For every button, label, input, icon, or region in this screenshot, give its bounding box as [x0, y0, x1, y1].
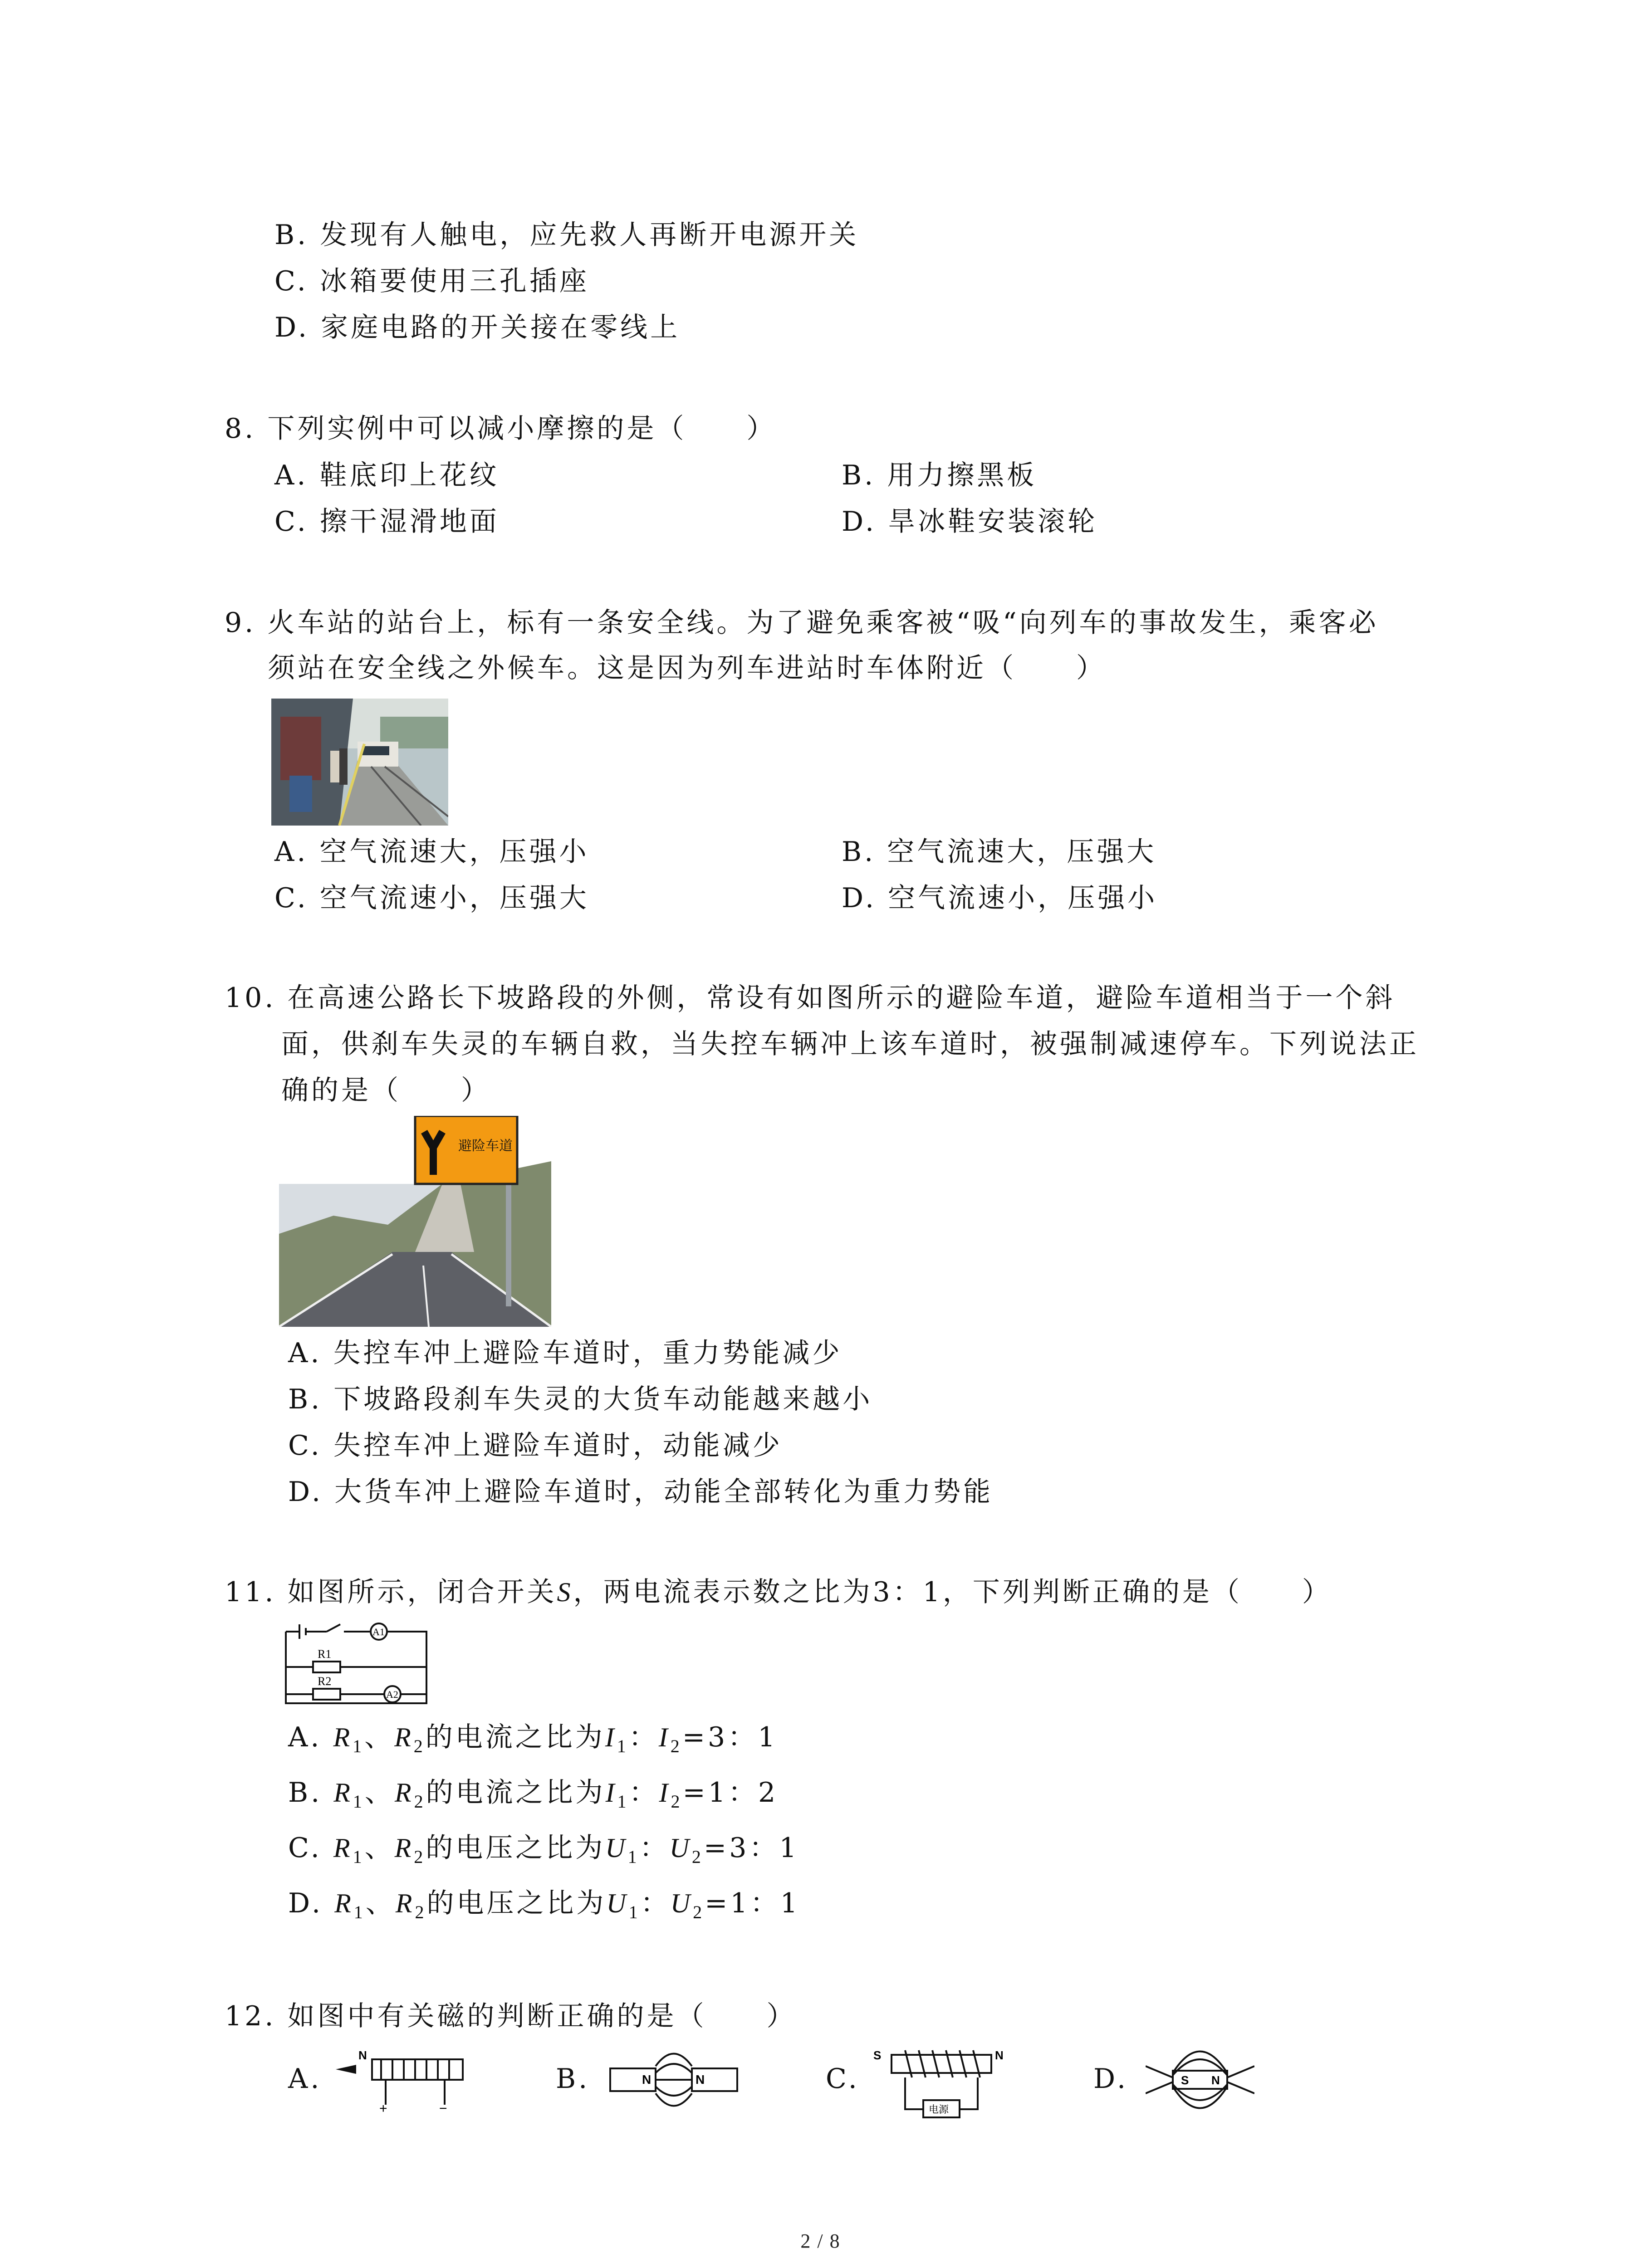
quantity-symbol: I: [658, 1722, 671, 1752]
q9-option-d: D. 空气流速小，压强小: [842, 882, 1158, 914]
q12-stem: 12. 如图中有关磁的判断正确的是（ ）: [225, 2000, 797, 2032]
subscript: 2: [414, 1847, 426, 1867]
fig-d-s-label: S: [1181, 2073, 1189, 2087]
fig-a-plus: +: [379, 2101, 387, 2114]
ratio-value: =1：1: [705, 1887, 800, 1919]
subscript: 1: [628, 1902, 641, 1922]
r2-symbol: R: [394, 1778, 414, 1808]
subscript: 1: [353, 1791, 365, 1812]
q10-option-d: D. 大货车冲上避险车道时，动能全部转化为重力势能: [288, 1476, 994, 1508]
q10-stem-line3: 确的是（ ）: [281, 1075, 491, 1106]
colon: ：: [628, 1721, 659, 1753]
fig-a-n-label: N: [358, 2048, 367, 2062]
q12-figure-d-bar-magnet-field: [1146, 2039, 1254, 2121]
subscript: 1: [617, 1791, 629, 1812]
quantity-text: 的电流之比为: [425, 1721, 605, 1753]
fig-d-n-label: N: [1211, 2073, 1220, 2087]
fig-a-minus: −: [439, 2101, 447, 2114]
subscript: 2: [693, 1902, 705, 1922]
q11-stem-end: ，两电流表示数之比为3：1，下列判断正确的是（ ）: [573, 1576, 1332, 1608]
r2-symbol: R: [395, 1888, 415, 1918]
q8-stem: 8. 下列实例中可以减小摩擦的是（ ）: [225, 413, 777, 445]
separator: 、: [364, 1721, 395, 1753]
quantity-symbol: I: [659, 1778, 671, 1808]
subscript: 2: [415, 1902, 427, 1922]
quantity-symbol: U: [670, 1888, 693, 1918]
q12-option-a-letter: A.: [288, 2063, 322, 2095]
q12-option-b-letter: B.: [556, 2063, 590, 2095]
r1-symbol: R: [334, 1888, 354, 1918]
q11-stem: [225, 1574, 1332, 1610]
fig-c-n-label: N: [995, 2048, 1004, 2062]
ratio-value: =1：2: [682, 1777, 779, 1809]
subscript: 2: [413, 1736, 426, 1756]
option-letter: B.: [288, 1777, 334, 1809]
q7-option-c: C. 冰箱要使用三孔插座: [274, 265, 589, 297]
separator: 、: [364, 1777, 395, 1809]
q8-option-d: D. 旱冰鞋安装滚轮: [842, 506, 1098, 538]
q12-option-d-letter: D.: [1093, 2063, 1129, 2095]
quantity-symbol: U: [669, 1833, 692, 1863]
colon: ：: [639, 1832, 670, 1864]
subscript: 1: [353, 1902, 366, 1922]
separator: 、: [365, 1887, 396, 1919]
q9-stem-line2: 须站在安全线之外候车。这是因为列车进站时车体附近（ ）: [268, 652, 1106, 684]
r1-symbol: R: [333, 1722, 353, 1752]
r2-label: R2: [318, 1675, 332, 1688]
r2-symbol: R: [394, 1722, 414, 1752]
option-letter: C.: [288, 1832, 333, 1864]
q9-stem-line1: 9. 火车站的站台上，标有一条安全线。为了避免乘客被“吸“向列车的事故发生，乘客必: [225, 607, 1379, 639]
ammeter-a2-label: A2: [386, 1689, 398, 1700]
q10-option-b: B. 下坡路段刹车失灵的大货车动能越来越小: [288, 1383, 873, 1415]
quantity-text: 的电流之比为: [426, 1777, 606, 1809]
switch-symbol-s: S: [557, 1577, 573, 1607]
fig-c-power-label: 电源: [929, 2104, 949, 2116]
q10-stem-line2: 面，供刹车失灵的车辆自救，当失控车辆冲上该车道时，被强制减速停车。下列说法正: [281, 1028, 1419, 1060]
colon: ：: [629, 1777, 659, 1809]
subscript: 2: [414, 1791, 426, 1812]
q10-option-c: C. 失控车冲上避险车道时，动能减少: [288, 1430, 783, 1461]
page-number: 2 / 8: [800, 2230, 841, 2252]
colon: ：: [640, 1887, 671, 1919]
subscript: 1: [617, 1736, 629, 1756]
ratio-value: =3：1: [682, 1721, 778, 1753]
q11-option: [288, 1830, 799, 1875]
q12-figure-a-electromagnet: [336, 2046, 472, 2114]
runaway-truck-ramp-photo: [279, 1116, 551, 1327]
q9-option-c: C. 空气流速小，压强大: [274, 882, 589, 914]
ratio-value: =3：1: [703, 1832, 799, 1864]
q9-option-a: A. 空气流速大，压强小: [274, 836, 589, 868]
option-letter: D.: [288, 1887, 335, 1919]
q11-circuit-diagram: [281, 1622, 431, 1712]
q11-option: [288, 1774, 778, 1820]
option-letter: A.: [288, 1721, 333, 1753]
q10-option-a: A. 失控车冲上避险车道时，重力势能减少: [288, 1337, 843, 1369]
q12-option-c-letter: C.: [826, 2063, 860, 2095]
subscript: 2: [670, 1736, 682, 1756]
r2-symbol: R: [394, 1833, 414, 1863]
subscript: 1: [627, 1847, 640, 1867]
fig-b-n-right: N: [696, 2072, 705, 2087]
q8-option-b: B. 用力擦黑板: [842, 459, 1037, 491]
quantity-symbol: I: [605, 1778, 617, 1808]
quantity-text: 的电压之比为: [426, 1832, 606, 1864]
q8-option-a: A. 鞋底印上花纹: [274, 459, 500, 491]
q12-figure-b-magnets: [606, 2046, 742, 2114]
subscript: 1: [353, 1847, 365, 1867]
q10-stem-line1: 10. 在高速公路长下坡路段的外侧，常设有如图所示的避险车道，避险车道相当于一个斜: [225, 982, 1396, 1014]
ammeter-a1-label: A1: [372, 1626, 385, 1637]
fig-b-n-left: N: [642, 2072, 652, 2087]
separator: 、: [364, 1832, 395, 1864]
quantity-symbol: U: [605, 1833, 628, 1863]
q7-option-d: D. 家庭电路的开关接在零线上: [274, 312, 681, 343]
q11-option: [288, 1885, 800, 1931]
train-station-photo: [271, 699, 448, 826]
r1-label: R1: [318, 1647, 332, 1661]
subscript: 2: [691, 1847, 704, 1867]
q8-option-c: C. 擦干湿滑地面: [274, 506, 500, 538]
q11-stem-start: 11. 如图所示，闭合开关: [225, 1576, 557, 1608]
quantity-text: 的电压之比为: [426, 1887, 607, 1919]
quantity-symbol: I: [605, 1722, 617, 1752]
subscript: 1: [353, 1736, 365, 1756]
q9-option-b: B. 空气流速大，压强大: [842, 836, 1157, 868]
r1-symbol: R: [333, 1833, 353, 1863]
q7-option-b: B. 发现有人触电，应先救人再断开电源开关: [274, 219, 859, 251]
q12-figure-c-solenoid: [873, 2041, 1009, 2118]
r1-symbol: R: [333, 1778, 353, 1808]
ramp-sign-text: 避险车道: [458, 1138, 513, 1154]
quantity-symbol: U: [606, 1888, 629, 1918]
fig-c-s-label: S: [873, 2048, 882, 2062]
subscript: 2: [671, 1791, 683, 1812]
q11-option: [288, 1719, 778, 1765]
